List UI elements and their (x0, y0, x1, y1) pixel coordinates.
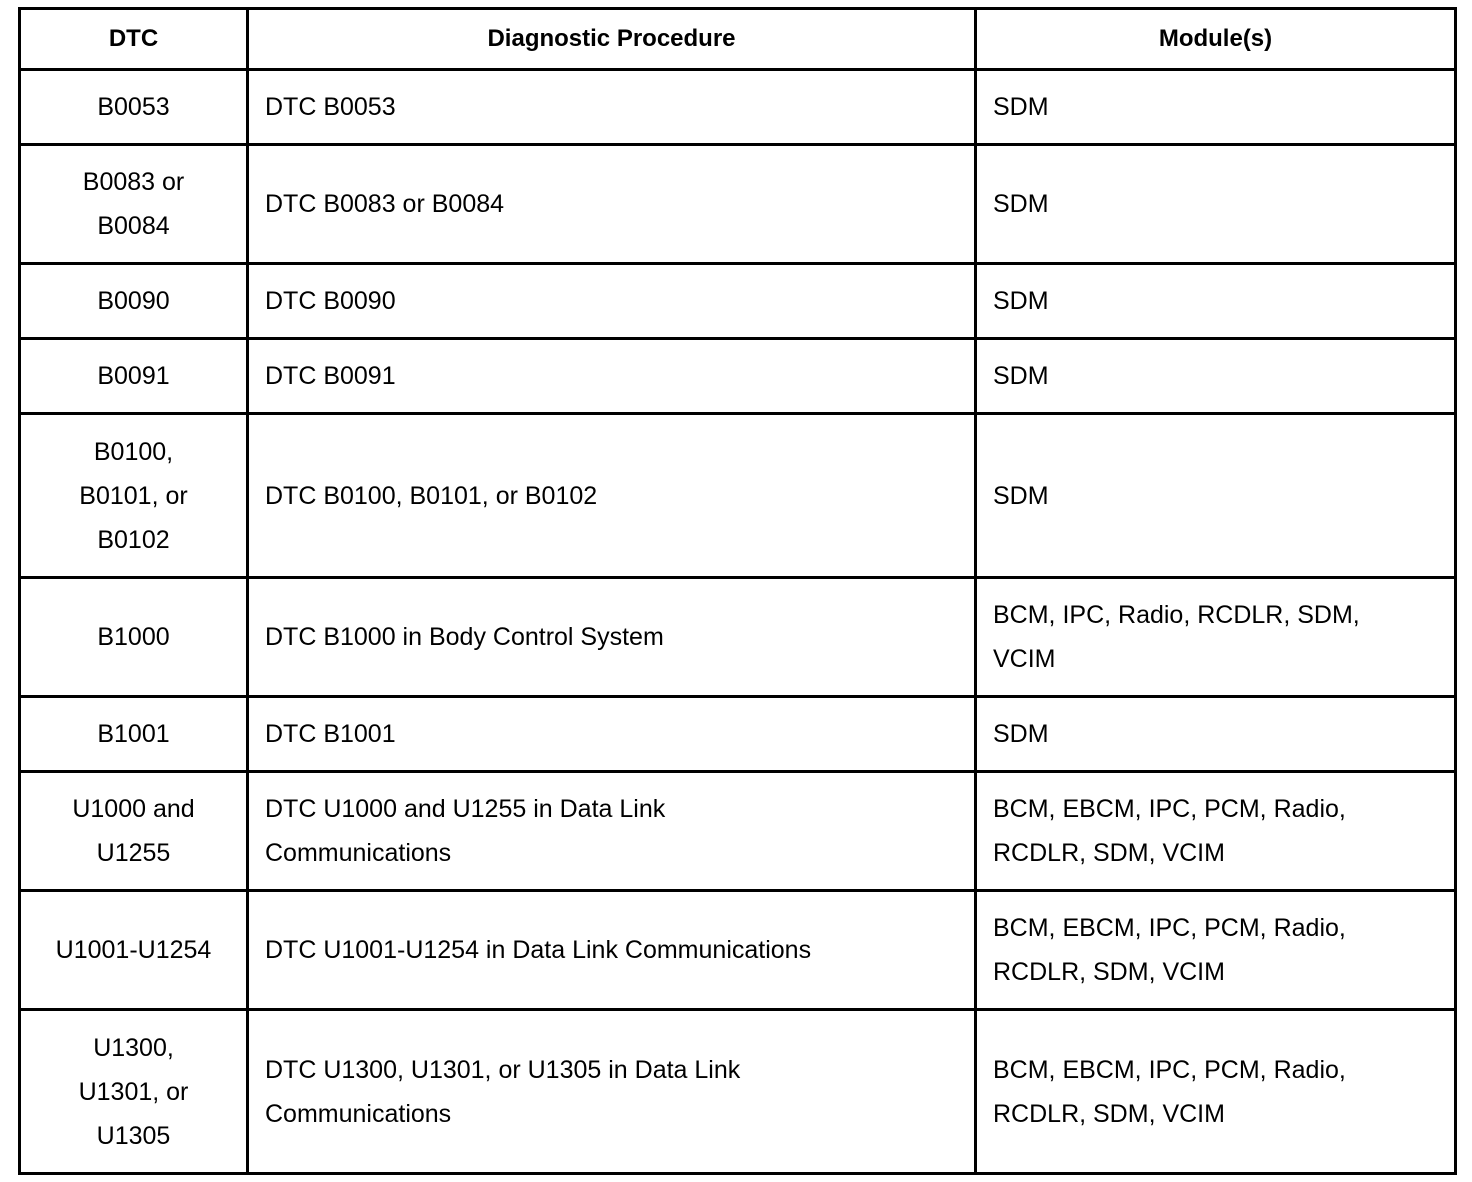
dtc-cell: B0091 (20, 339, 248, 414)
procedure-cell: DTC B0100, B0101, or B0102 (248, 414, 976, 578)
procedure-cell: DTC B1000 in Body Control System (248, 578, 976, 697)
header-modules: Module(s) (976, 9, 1456, 70)
dtc-cell: B0053 (20, 70, 248, 145)
table-row (20, 70, 1456, 145)
table-row (20, 414, 1456, 578)
modules-cell: SDM (976, 697, 1456, 772)
dtc-cell: U1300, U1301, or U1305 (20, 1010, 248, 1174)
procedure-cell: DTC B0083 or B0084 (248, 145, 976, 264)
dtc-cell: B0083 or B0084 (20, 145, 248, 264)
procedure-cell: DTC B1001 (248, 697, 976, 772)
dtc-cell: B0090 (20, 264, 248, 339)
procedure-cell: DTC U1000 and U1255 in Data Link Communications (248, 772, 976, 891)
modules-cell: BCM, EBCM, IPC, PCM, Radio, RCDLR, SDM, VCIM (976, 891, 1456, 1010)
modules-cell: SDM (976, 264, 1456, 339)
procedure-cell: DTC U1300, U1301, or U1305 in Data Link Communications (248, 1010, 976, 1174)
dtc-table (18, 7, 1457, 1175)
header-diagnostic-procedure: Diagnostic Procedure (248, 9, 976, 70)
table-header-row (20, 9, 1456, 70)
modules-cell: BCM, EBCM, IPC, PCM, Radio, RCDLR, SDM, VCIM (976, 1010, 1456, 1174)
dtc-cell: B1001 (20, 697, 248, 772)
modules-cell: SDM (976, 339, 1456, 414)
table-row (20, 891, 1456, 1010)
procedure-cell: DTC U1001-U1254 in Data Link Communications (248, 891, 976, 1010)
dtc-cell: U1000 and U1255 (20, 772, 248, 891)
dtc-cell: U1001-U1254 (20, 891, 248, 1010)
header-dtc: DTC (20, 9, 248, 70)
table-row (20, 145, 1456, 264)
table-row (20, 578, 1456, 697)
procedure-cell: DTC B0053 (248, 70, 976, 145)
modules-cell: SDM (976, 145, 1456, 264)
dtc-cell: B1000 (20, 578, 248, 697)
modules-cell: SDM (976, 70, 1456, 145)
table-row (20, 339, 1456, 414)
table-row (20, 264, 1456, 339)
procedure-cell: DTC B0090 (248, 264, 976, 339)
table-row (20, 697, 1456, 772)
modules-cell: SDM (976, 414, 1456, 578)
table-row (20, 1010, 1456, 1174)
modules-cell: BCM, IPC, Radio, RCDLR, SDM, VCIM (976, 578, 1456, 697)
dtc-cell: B0100, B0101, or B0102 (20, 414, 248, 578)
modules-cell: BCM, EBCM, IPC, PCM, Radio, RCDLR, SDM, VCIM (976, 772, 1456, 891)
procedure-cell: DTC B0091 (248, 339, 976, 414)
table-row (20, 772, 1456, 891)
